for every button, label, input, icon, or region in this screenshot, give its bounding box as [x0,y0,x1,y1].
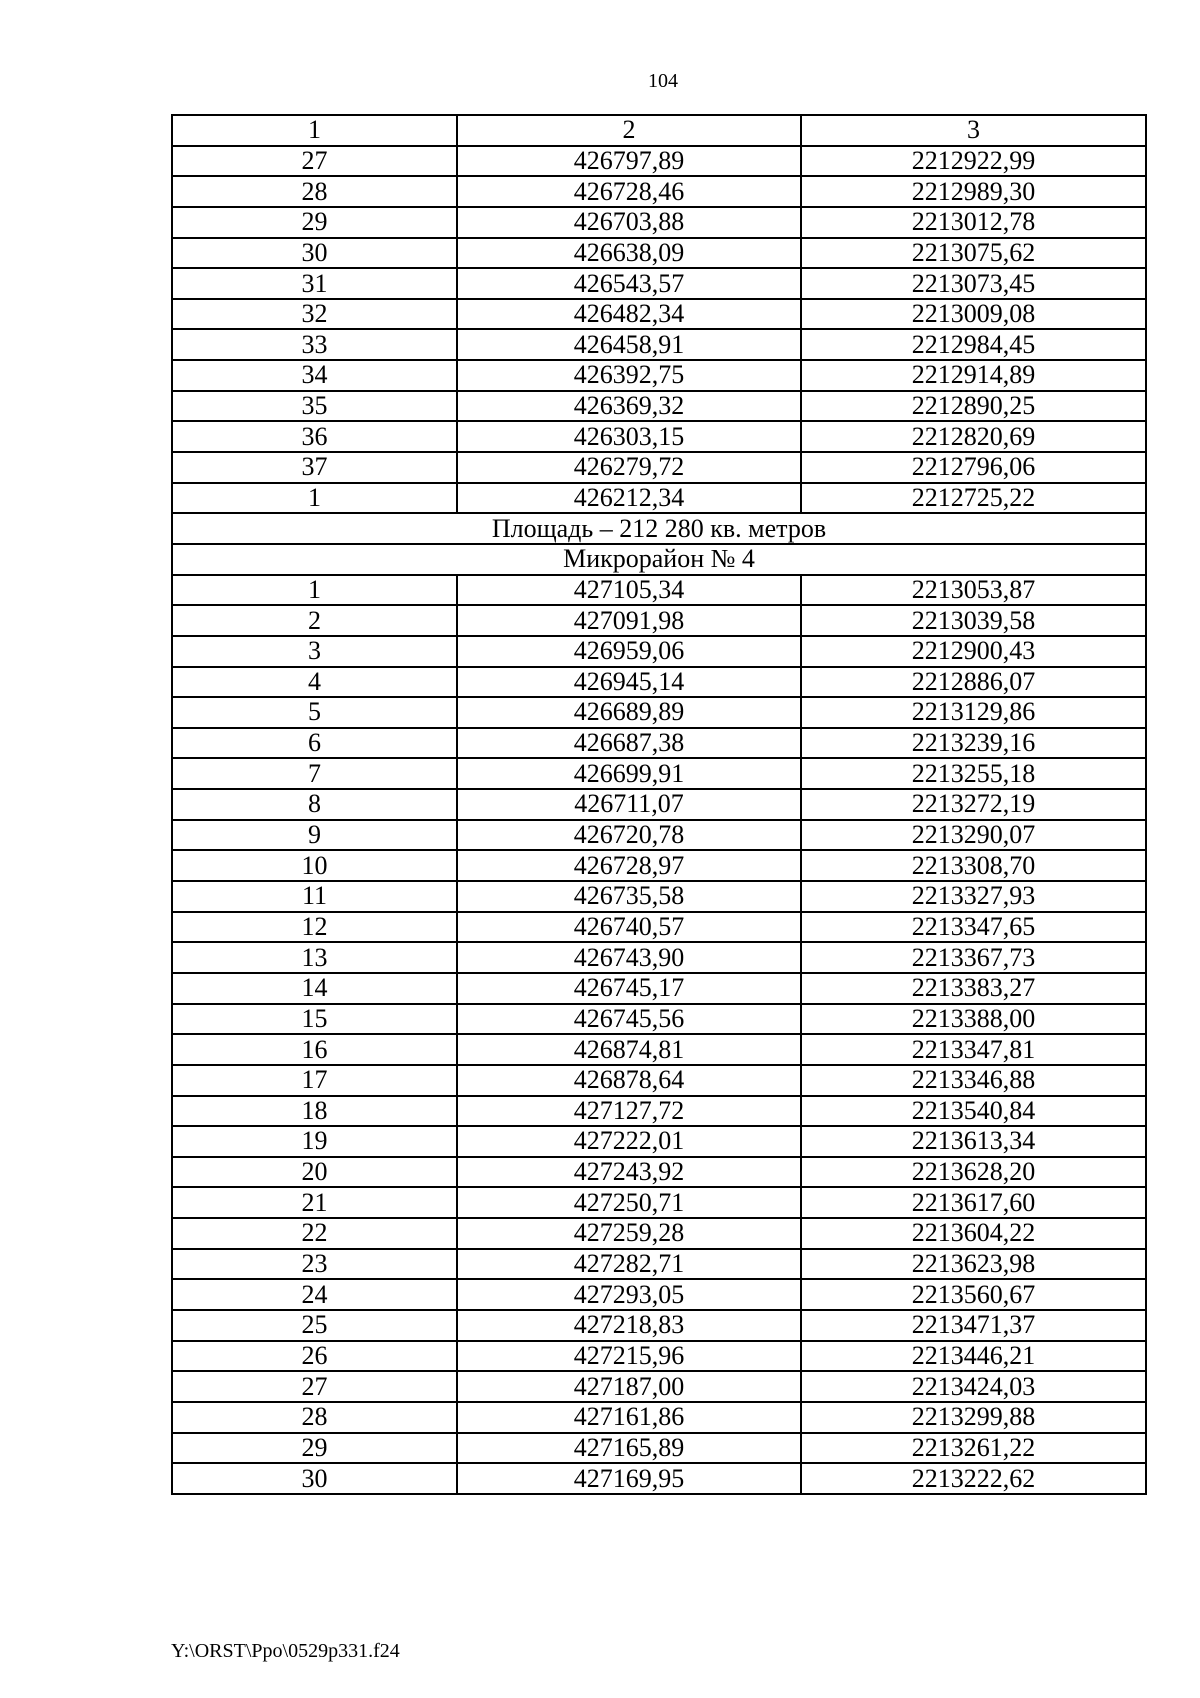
y-coordinate-cell: 2213255,18 [801,758,1146,789]
table-row [172,728,1146,759]
y-coordinate-cell: 2213239,16 [801,728,1146,759]
y-coordinate-cell: 2213383,27 [801,973,1146,1004]
y-coordinate-cell: 2212725,22 [801,483,1146,514]
x-coordinate-cell: 427127,72 [457,1096,801,1127]
area-label-row [172,513,1146,544]
x-coordinate-cell: 427105,34 [457,575,801,606]
district-label-row [172,544,1146,575]
y-coordinate-cell: 2213272,19 [801,789,1146,820]
point-number-cell: 15 [172,1004,457,1035]
table-row [172,789,1146,820]
district-label: Микрорайон № 4 [172,544,1146,575]
y-coordinate-cell: 2213424,03 [801,1371,1146,1402]
point-number-cell: 7 [172,758,457,789]
x-coordinate-cell: 426687,38 [457,728,801,759]
table-row [172,973,1146,1004]
table-row [172,697,1146,728]
point-number-cell: 14 [172,973,457,1004]
y-coordinate-cell: 2212984,45 [801,329,1146,360]
point-number-cell: 29 [172,1433,457,1464]
y-coordinate-cell: 2213623,98 [801,1249,1146,1280]
x-coordinate-cell: 427282,71 [457,1249,801,1280]
x-coordinate-cell: 426392,75 [457,360,801,391]
x-coordinate-cell: 426303,15 [457,421,801,452]
point-number-cell: 17 [172,1065,457,1096]
x-coordinate-cell: 426735,58 [457,881,801,912]
point-number-cell: 1 [172,483,457,514]
point-number-cell: 12 [172,912,457,943]
point-number-cell: 27 [172,1371,457,1402]
point-number-cell: 6 [172,728,457,759]
x-coordinate-cell: 427161,86 [457,1402,801,1433]
y-coordinate-cell: 2213613,34 [801,1126,1146,1157]
y-coordinate-cell: 2212890,25 [801,391,1146,422]
x-coordinate-cell: 426703,88 [457,207,801,238]
point-number-cell: 2 [172,605,457,636]
y-coordinate-cell: 2213446,21 [801,1341,1146,1372]
y-coordinate-cell: 2213327,93 [801,881,1146,912]
table-row [172,1187,1146,1218]
y-coordinate-cell: 2213540,84 [801,1096,1146,1127]
x-coordinate-cell: 427187,00 [457,1371,801,1402]
point-number-cell: 33 [172,329,457,360]
table-row [172,176,1146,207]
table-row [172,421,1146,452]
x-coordinate-cell: 426369,32 [457,391,801,422]
point-number-cell: 32 [172,299,457,330]
y-coordinate-cell: 2213261,22 [801,1433,1146,1464]
point-number-cell: 34 [172,360,457,391]
x-coordinate-cell: 426638,09 [457,238,801,269]
x-coordinate-cell: 426711,07 [457,789,801,820]
y-coordinate-cell: 2212820,69 [801,421,1146,452]
y-coordinate-cell: 2212900,43 [801,636,1146,667]
x-coordinate-cell: 427218,83 [457,1310,801,1341]
y-coordinate-cell: 2213617,60 [801,1187,1146,1218]
table-row [172,329,1146,360]
y-coordinate-cell: 2212922,99 [801,146,1146,177]
x-coordinate-cell: 426699,91 [457,758,801,789]
point-number-cell: 37 [172,452,457,483]
header-cell-2: 2 [457,115,801,146]
table-row [172,1126,1146,1157]
table-row [172,1341,1146,1372]
footer-file-path: Y:\ORST\Ppo\0529p331.f24 [171,1640,400,1662]
table-row [172,1371,1146,1402]
y-coordinate-cell: 2213290,07 [801,820,1146,851]
point-number-cell: 30 [172,1463,457,1494]
x-coordinate-cell: 426743,90 [457,942,801,973]
y-coordinate-cell: 2213053,87 [801,575,1146,606]
x-coordinate-cell: 426720,78 [457,820,801,851]
table-row [172,1402,1146,1433]
table-row [172,1096,1146,1127]
x-coordinate-cell: 427169,95 [457,1463,801,1494]
x-coordinate-cell: 427250,71 [457,1187,801,1218]
table-row [172,1249,1146,1280]
x-coordinate-cell: 426959,06 [457,636,801,667]
table-row [172,238,1146,269]
y-coordinate-cell: 2213471,37 [801,1310,1146,1341]
x-coordinate-cell: 426740,57 [457,912,801,943]
point-number-cell: 23 [172,1249,457,1280]
y-coordinate-cell: 2213129,86 [801,697,1146,728]
point-number-cell: 3 [172,636,457,667]
table-row [172,360,1146,391]
header-cell-3: 3 [801,115,1146,146]
table-row [172,391,1146,422]
point-number-cell: 22 [172,1218,457,1249]
x-coordinate-cell: 427243,92 [457,1157,801,1188]
table-row [172,1218,1146,1249]
x-coordinate-cell: 426728,46 [457,176,801,207]
y-coordinate-cell: 2213009,08 [801,299,1146,330]
x-coordinate-cell: 426279,72 [457,452,801,483]
point-number-cell: 28 [172,176,457,207]
table-row [172,1279,1146,1310]
x-coordinate-cell: 426543,57 [457,268,801,299]
table-row [172,575,1146,606]
y-coordinate-cell: 2212886,07 [801,667,1146,698]
table-row [172,483,1146,514]
y-coordinate-cell: 2213073,45 [801,268,1146,299]
x-coordinate-cell: 427091,98 [457,605,801,636]
x-coordinate-cell: 426878,64 [457,1065,801,1096]
table-row [172,881,1146,912]
x-coordinate-cell: 426745,56 [457,1004,801,1035]
table-row [172,1034,1146,1065]
point-number-cell: 1 [172,575,457,606]
page-number: 104 [648,70,678,92]
table-row [172,268,1146,299]
header-cell-1: 1 [172,115,457,146]
table-row [172,1433,1146,1464]
point-number-cell: 9 [172,820,457,851]
y-coordinate-cell: 2213308,70 [801,850,1146,881]
x-coordinate-cell: 426745,17 [457,973,801,1004]
table-row [172,207,1146,238]
x-coordinate-cell: 426212,34 [457,483,801,514]
y-coordinate-cell: 2213075,62 [801,238,1146,269]
area-label: Площадь – 212 280 кв. метров [172,513,1146,544]
table-row [172,667,1146,698]
table-row [172,912,1146,943]
y-coordinate-cell: 2213346,88 [801,1065,1146,1096]
y-coordinate-cell: 2212796,06 [801,452,1146,483]
table-row [172,820,1146,851]
table-row [172,1004,1146,1035]
point-number-cell: 5 [172,697,457,728]
x-coordinate-cell: 426874,81 [457,1034,801,1065]
point-number-cell: 24 [172,1279,457,1310]
table-row [172,605,1146,636]
x-coordinate-cell: 426797,89 [457,146,801,177]
y-coordinate-cell: 2213388,00 [801,1004,1146,1035]
x-coordinate-cell: 426945,14 [457,667,801,698]
table-row [172,636,1146,667]
table-row [172,299,1146,330]
point-number-cell: 20 [172,1157,457,1188]
header-row [172,115,1146,146]
point-number-cell: 30 [172,238,457,269]
x-coordinate-cell: 427259,28 [457,1218,801,1249]
y-coordinate-cell: 2213039,58 [801,605,1146,636]
point-number-cell: 29 [172,207,457,238]
y-coordinate-cell: 2213347,65 [801,912,1146,943]
point-number-cell: 19 [172,1126,457,1157]
y-coordinate-cell: 2213604,22 [801,1218,1146,1249]
point-number-cell: 31 [172,268,457,299]
point-number-cell: 4 [172,667,457,698]
table-row [172,850,1146,881]
x-coordinate-cell: 427222,01 [457,1126,801,1157]
x-coordinate-cell: 426728,97 [457,850,801,881]
table-row [172,1157,1146,1188]
coordinates-table-body [172,115,1146,1494]
point-number-cell: 16 [172,1034,457,1065]
point-number-cell: 36 [172,421,457,452]
point-number-cell: 21 [172,1187,457,1218]
y-coordinate-cell: 2213347,81 [801,1034,1146,1065]
x-coordinate-cell: 427293,05 [457,1279,801,1310]
point-number-cell: 8 [172,789,457,820]
coordinates-table [171,114,1147,1495]
y-coordinate-cell: 2213012,78 [801,207,1146,238]
y-coordinate-cell: 2213560,67 [801,1279,1146,1310]
point-number-cell: 27 [172,146,457,177]
x-coordinate-cell: 427215,96 [457,1341,801,1372]
point-number-cell: 11 [172,881,457,912]
y-coordinate-cell: 2213367,73 [801,942,1146,973]
point-number-cell: 26 [172,1341,457,1372]
point-number-cell: 28 [172,1402,457,1433]
y-coordinate-cell: 2212989,30 [801,176,1146,207]
table-row [172,146,1146,177]
table-row [172,452,1146,483]
table-row [172,1310,1146,1341]
x-coordinate-cell: 426482,34 [457,299,801,330]
table-row [172,1463,1146,1494]
y-coordinate-cell: 2213222,62 [801,1463,1146,1494]
y-coordinate-cell: 2213299,88 [801,1402,1146,1433]
point-number-cell: 18 [172,1096,457,1127]
table-row [172,1065,1146,1096]
point-number-cell: 10 [172,850,457,881]
y-coordinate-cell: 2212914,89 [801,360,1146,391]
y-coordinate-cell: 2213628,20 [801,1157,1146,1188]
x-coordinate-cell: 427165,89 [457,1433,801,1464]
x-coordinate-cell: 426689,89 [457,697,801,728]
point-number-cell: 13 [172,942,457,973]
table-row [172,942,1146,973]
point-number-cell: 25 [172,1310,457,1341]
point-number-cell: 35 [172,391,457,422]
x-coordinate-cell: 426458,91 [457,329,801,360]
table-row [172,758,1146,789]
